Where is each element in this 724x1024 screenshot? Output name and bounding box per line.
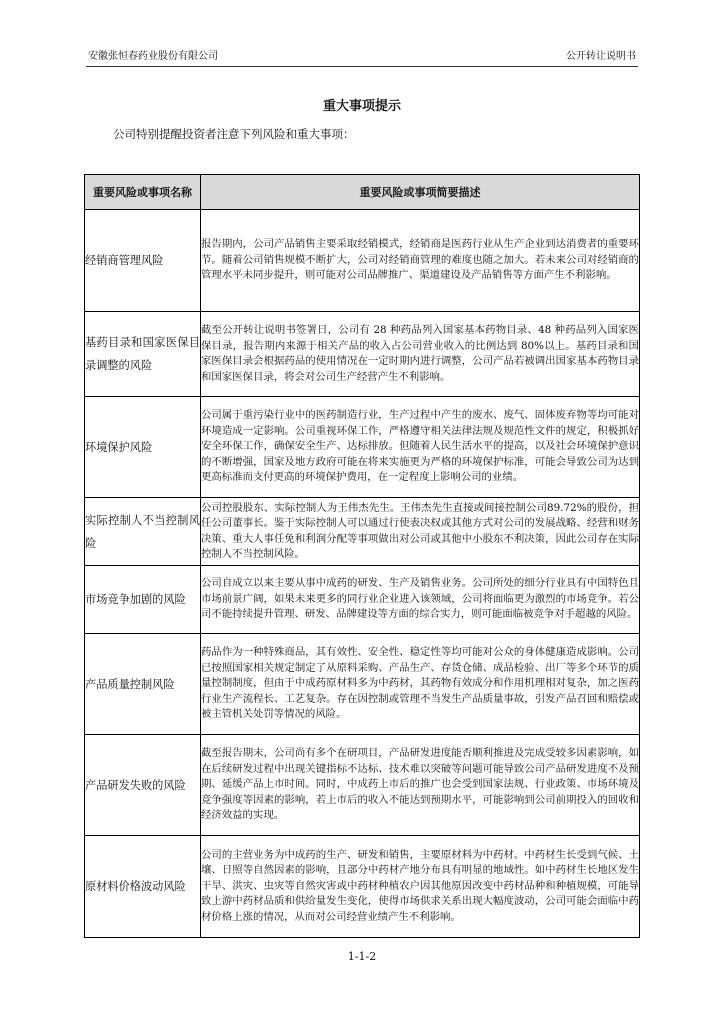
table-row xyxy=(85,498,640,566)
risk-name: 原材料价格波动风险 xyxy=(85,836,201,938)
table-header-row xyxy=(85,175,640,210)
risk-description: 公司属于重污染行业中的医药制造行业，生产过程中产生的废水、废气、固体废弃物等均可能对环境造成一定影响。公司重视环保工作，严格遵守相关法律法规及规范性文件的规定，积极抓好安全环保工作，确保安全生产、达标排放。但随着人民生活水平的提高，以及社会环境保护意识的不断增强，国家及地方政府可能在将来实施更为严格的环境保护标准，可能会导致公司为达到更高标准而支付更高的环境保护费用，在一定程度上影响公司的业绩。 xyxy=(201,397,640,498)
risk-name: 产品研发失败的风险 xyxy=(85,735,201,836)
table-row xyxy=(85,836,640,938)
intro-text: 公司特别提醒投资者注意下列风险和重大事项： xyxy=(113,127,355,141)
risk-name: 产品质量控制风险 xyxy=(85,634,201,735)
risk-name: 经销商管理风险 xyxy=(85,210,201,312)
risk-description: 公司控股股东、实际控制人为王伟杰先生。王伟杰先生直接或间接控制公司89.72%的股份，担任公司董事长。鉴于实际控制人可以通过行使表决权或其他方式对公司的发展战略、经营和财务决策、重大人事任免和利润分配等事项做出对公司或其他中小股东不利决策，因此公司存在实际控制人不当控制风险。 xyxy=(201,498,640,566)
risk-name: 基药目录和国家医保目录调整的风险 xyxy=(85,312,201,397)
risk-description: 药品作为一种特殊商品，其有效性、安全性、稳定性等均可能对公众的身体健康造成影响。公司已按照国家相关规定制定了从原料采购、产品生产、存货仓储、成品检验、出厂等多个环节的质量控制制度，但由于中成药原材料多为中药材，其药物有效成分和作用机理相对复杂，加之医药行业生产流程长、工艺复杂。存在因控制或管理不当发生产品质量事故，引发产品召回和赔偿或被主管机关处罚等情况的风险。 xyxy=(201,634,640,735)
table-row xyxy=(85,210,640,312)
document-type: 公开转让说明书 xyxy=(566,51,636,62)
company-name: 安徽张恒春药业股份有限公司 xyxy=(88,51,218,62)
table-row xyxy=(85,566,640,634)
table-row xyxy=(85,312,640,397)
page-title: 重大事项提示 xyxy=(322,99,401,114)
page-number: 1-1-2 xyxy=(347,950,377,963)
column-header-description: 重要风险或事项简要描述 xyxy=(201,175,640,210)
risk-table xyxy=(84,174,640,938)
table-row xyxy=(85,735,640,836)
risk-name: 实际控制人不当控制风险 xyxy=(85,498,201,566)
risk-description: 公司自成立以来主要从事中成药的研发、生产及销售业务。公司所处的细分行业具有中国特色且市场前景广阔，如果未来更多的同行业企业进入该领域，公司将面临更为激烈的市场竞争。若公司不能持续提升管理、研发、品牌建设等方面的综合实力，则可能面临被竞争对手超越的风险。 xyxy=(201,566,640,634)
risk-description: 报告期内，公司产品销售主要采取经销模式，经销商是医药行业从生产企业到达消费者的重要环节。随着公司销售规模不断扩大，公司对经销商管理的难度也随之加大。若未来公司对经销商的管理水平未同步提升，则可能对公司品牌推广、渠道建设及产品销售等方面产生不利影响。 xyxy=(201,210,640,312)
risk-description: 截至公开转让说明书签署日，公司有 28 种药品列入国家基本药物目录、48 种药品列入国家医保目录，报告期内来源于相关产品的收入占公司营业收入的比例达到 80%以上。基药目录和国家医保目录会根据药品的使用情况在一定时期内进行调整，公司产品若被调出国家基本药物目录和国家医保目录，将会对公司生产经营产生不利影响。 xyxy=(201,312,640,397)
risk-description: 截至报告期末，公司尚有多个在研项目，产品研发进度能否顺利推进及完成受较多因素影响，如在后续研发过程中出现关键指标不达标、技术难以突破等问题可能导致公司产品研发进度不及预期、延缓产品上市时间。同时，中成药上市后的推广也会受到国家法规、行业政策、市场环境及竞争强度等因素的影响，若上市后的收入不能达到预期水平，可能影响到公司前期投入的回收和经济效益的实现。 xyxy=(201,735,640,836)
risk-description: 公司的主营业务为中成药的生产、研发和销售，主要原材料为中药材。中药材生长受到气候、土壤、日照等自然因素的影响，且部分中药材产地分布具有明显的地域性。如中药材生长地区发生干旱、洪灾、虫灾等自然灾害或中药材种植农户因其他原因改变中药材品种和种植规模，可能导致上游中药材品质和供给量发生变化，使得市场供求关系出现大幅度波动，公司可能会面临中药材价格上涨的情况，从而对公司经营业绩产生不利影响。 xyxy=(201,836,640,938)
table-row xyxy=(85,634,640,735)
risk-name: 环境保护风险 xyxy=(85,397,201,498)
column-header-name: 重要风险或事项名称 xyxy=(85,175,201,210)
page-header xyxy=(86,50,638,67)
risk-name: 市场竞争加剧的风险 xyxy=(85,566,201,634)
table-row xyxy=(85,397,640,498)
